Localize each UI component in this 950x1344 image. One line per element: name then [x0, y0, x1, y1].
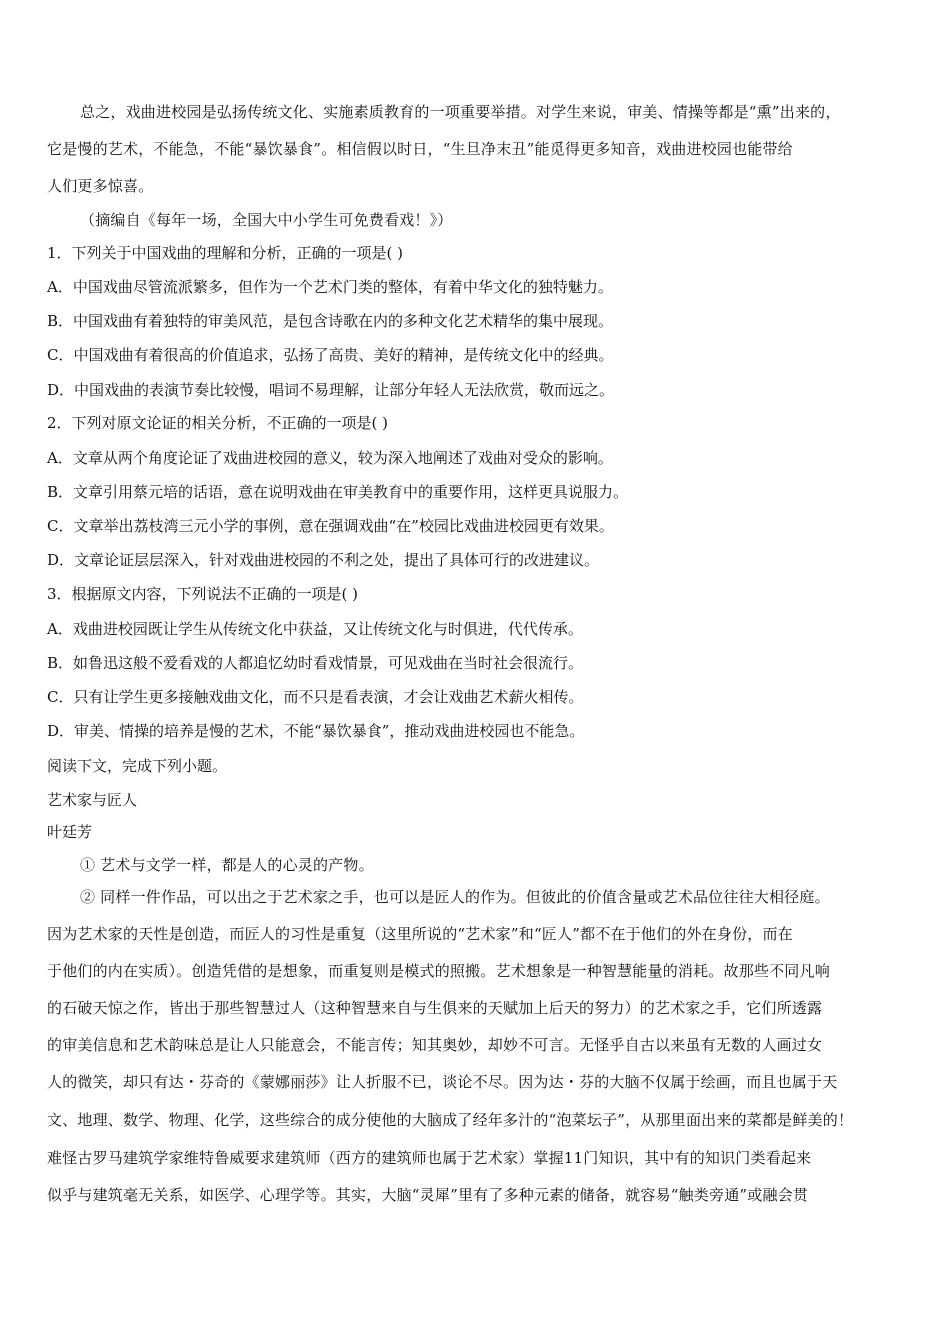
article-paragraph-1: ① 艺术与文学一样，都是人的心灵的产物。 [80, 856, 374, 874]
passage1-conclusion-line-1: 总之，戏曲进校园是弘扬传统文化、实施素质教育的一项重要举措。对学生来说，审美、情操等都是“熏”出来的， [80, 103, 841, 121]
article-paragraph-2-line-5: 的审美信息和艺术韵味总是让人只能意会，不能言传；知其奥妙，却妙不可言。无怪乎自古以来虽有无数的人画过女 [47, 1036, 823, 1054]
article-paragraph-2-line-9: 似乎与建筑毫无关系，如医学、心理学等。其实，大脑“灵犀”里有了多种元素的储备，就容易“触类旁通”或融会贯 [47, 1186, 809, 1204]
question-2-option-c: C．文章举出荔枝湾三元小学的事例，意在强调戏曲“在”校园比戏曲进校园更有效果。 [47, 517, 614, 535]
article-paragraph-2-line-6: 人的微笑，却只有达・芬奇的《蒙娜丽莎》让人折服不已，谈论不尽。因为达・芬的大脑不仅属于绘画，而且也属于天 [47, 1073, 838, 1091]
question-1-option-d: D．中国戏曲的表演节奏比较慢，唱词不易理解，让部分年轻人无法欣赏，敬而远之。 [47, 381, 615, 399]
question-3-option-a: A．戏曲进校园既让学生从传统文化中获益，又让传统文化与时俱进，代代传承。 [47, 620, 583, 638]
article-author: 叶廷芳 [47, 823, 93, 841]
article-paragraph-2-line-1: ② 同样一件作品，可以出之于艺术家之手，也可以是匠人的作为。但彼此的价值含量或艺术品位往往大相径庭。 [80, 888, 830, 906]
question-1-option-c: C．中国戏曲有着很高的价值追求，弘扬了高贵、美好的精神，是传统文化中的经典。 [47, 346, 614, 364]
question-2-option-d: D．文章论证层层深入，针对戏曲进校园的不利之处，提出了具体可行的改进建议。 [47, 551, 600, 569]
question-2-option-a: A．文章从两个角度论证了戏曲进校园的意义，较为深入地阐述了戏曲对受众的影响。 [47, 449, 613, 467]
passage1-source: （摘编自《每年一场，全国大中小学生可免费看戏！》） [80, 211, 453, 229]
article-paragraph-2-line-2: 因为艺术家的天性是创造，而匠人的习性是重复（这里所说的“艺术家”和“匠人”都不在于他们的外在身份，而在 [47, 925, 793, 943]
article-paragraph-2-line-3: 于他们的内在实质）。创造凭借的是想象，而重复则是模式的照搬。艺术想象是一种智慧能量的消耗。故那些不同凡响 [47, 962, 830, 980]
article-paragraph-2-line-7: 文、地理、数学、物理、化学，这些综合的成分使他的大脑成了经年多汁的“泡菜坛子”，从那里面出来的菜都是鲜美的！ [47, 1111, 854, 1129]
question-1-stem: 1．下列关于中国戏曲的理解和分析，正确的一项是( ) [47, 244, 404, 262]
question-2-stem: 2．下列对原文论证的相关分析，不正确的一项是( ) [47, 414, 389, 432]
question-3-option-d: D．审美、情操的培养是慢的艺术，不能“暴饮暴食”，推动戏曲进校园也不能急。 [47, 722, 585, 740]
question-1-option-b: B．中国戏曲有着独特的审美风范，是包含诗歌在内的多种文化艺术精华的集中展现。 [47, 312, 614, 330]
article-title: 艺术家与匠人 [47, 791, 138, 809]
question-3-stem: 3．根据原文内容，下列说法不正确的一项是( ) [47, 585, 359, 603]
question-3-option-b: B．如鲁迅这般不爱看戏的人都追忆幼时看戏情景，可见戏曲在当时社会很流行。 [47, 654, 584, 672]
question-1-option-a: A．中国戏曲尽管流派繁多，但作为一个艺术门类的整体，有着中华文化的独特魅力。 [47, 278, 613, 296]
question-2-option-b: B．文章引用蔡元培的话语，意在说明戏曲在审美教育中的重要作用，这样更具说服力。 [47, 483, 629, 501]
article-paragraph-2-line-4: 的石破天惊之作，皆出于那些智慧过人（这种智慧来自与生俱来的天赋加上后天的努力）的艺术家之手，它们所透露 [47, 999, 823, 1017]
passage1-conclusion-line-2: 它是慢的艺术，不能急，不能“暴饮暴食”。相信假以时日，“生旦净末丑”能觅得更多知音，戏曲进校园也能带给 [47, 140, 793, 158]
passage1-conclusion-line-3: 人们更多惊喜。 [47, 177, 154, 195]
article-paragraph-2-line-8: 难怪古罗马建筑学家维特鲁威要求建筑师（西方的建筑师也属于艺术家）掌握11门知识，其中有的知识门类看起来 [47, 1149, 812, 1167]
reading-instruction: 阅读下文，完成下列小题。 [47, 757, 228, 775]
question-3-option-c: C．只有让学生更多接触戏曲文化，而不只是看表演，才会让戏曲艺术薪火相传。 [47, 688, 584, 706]
